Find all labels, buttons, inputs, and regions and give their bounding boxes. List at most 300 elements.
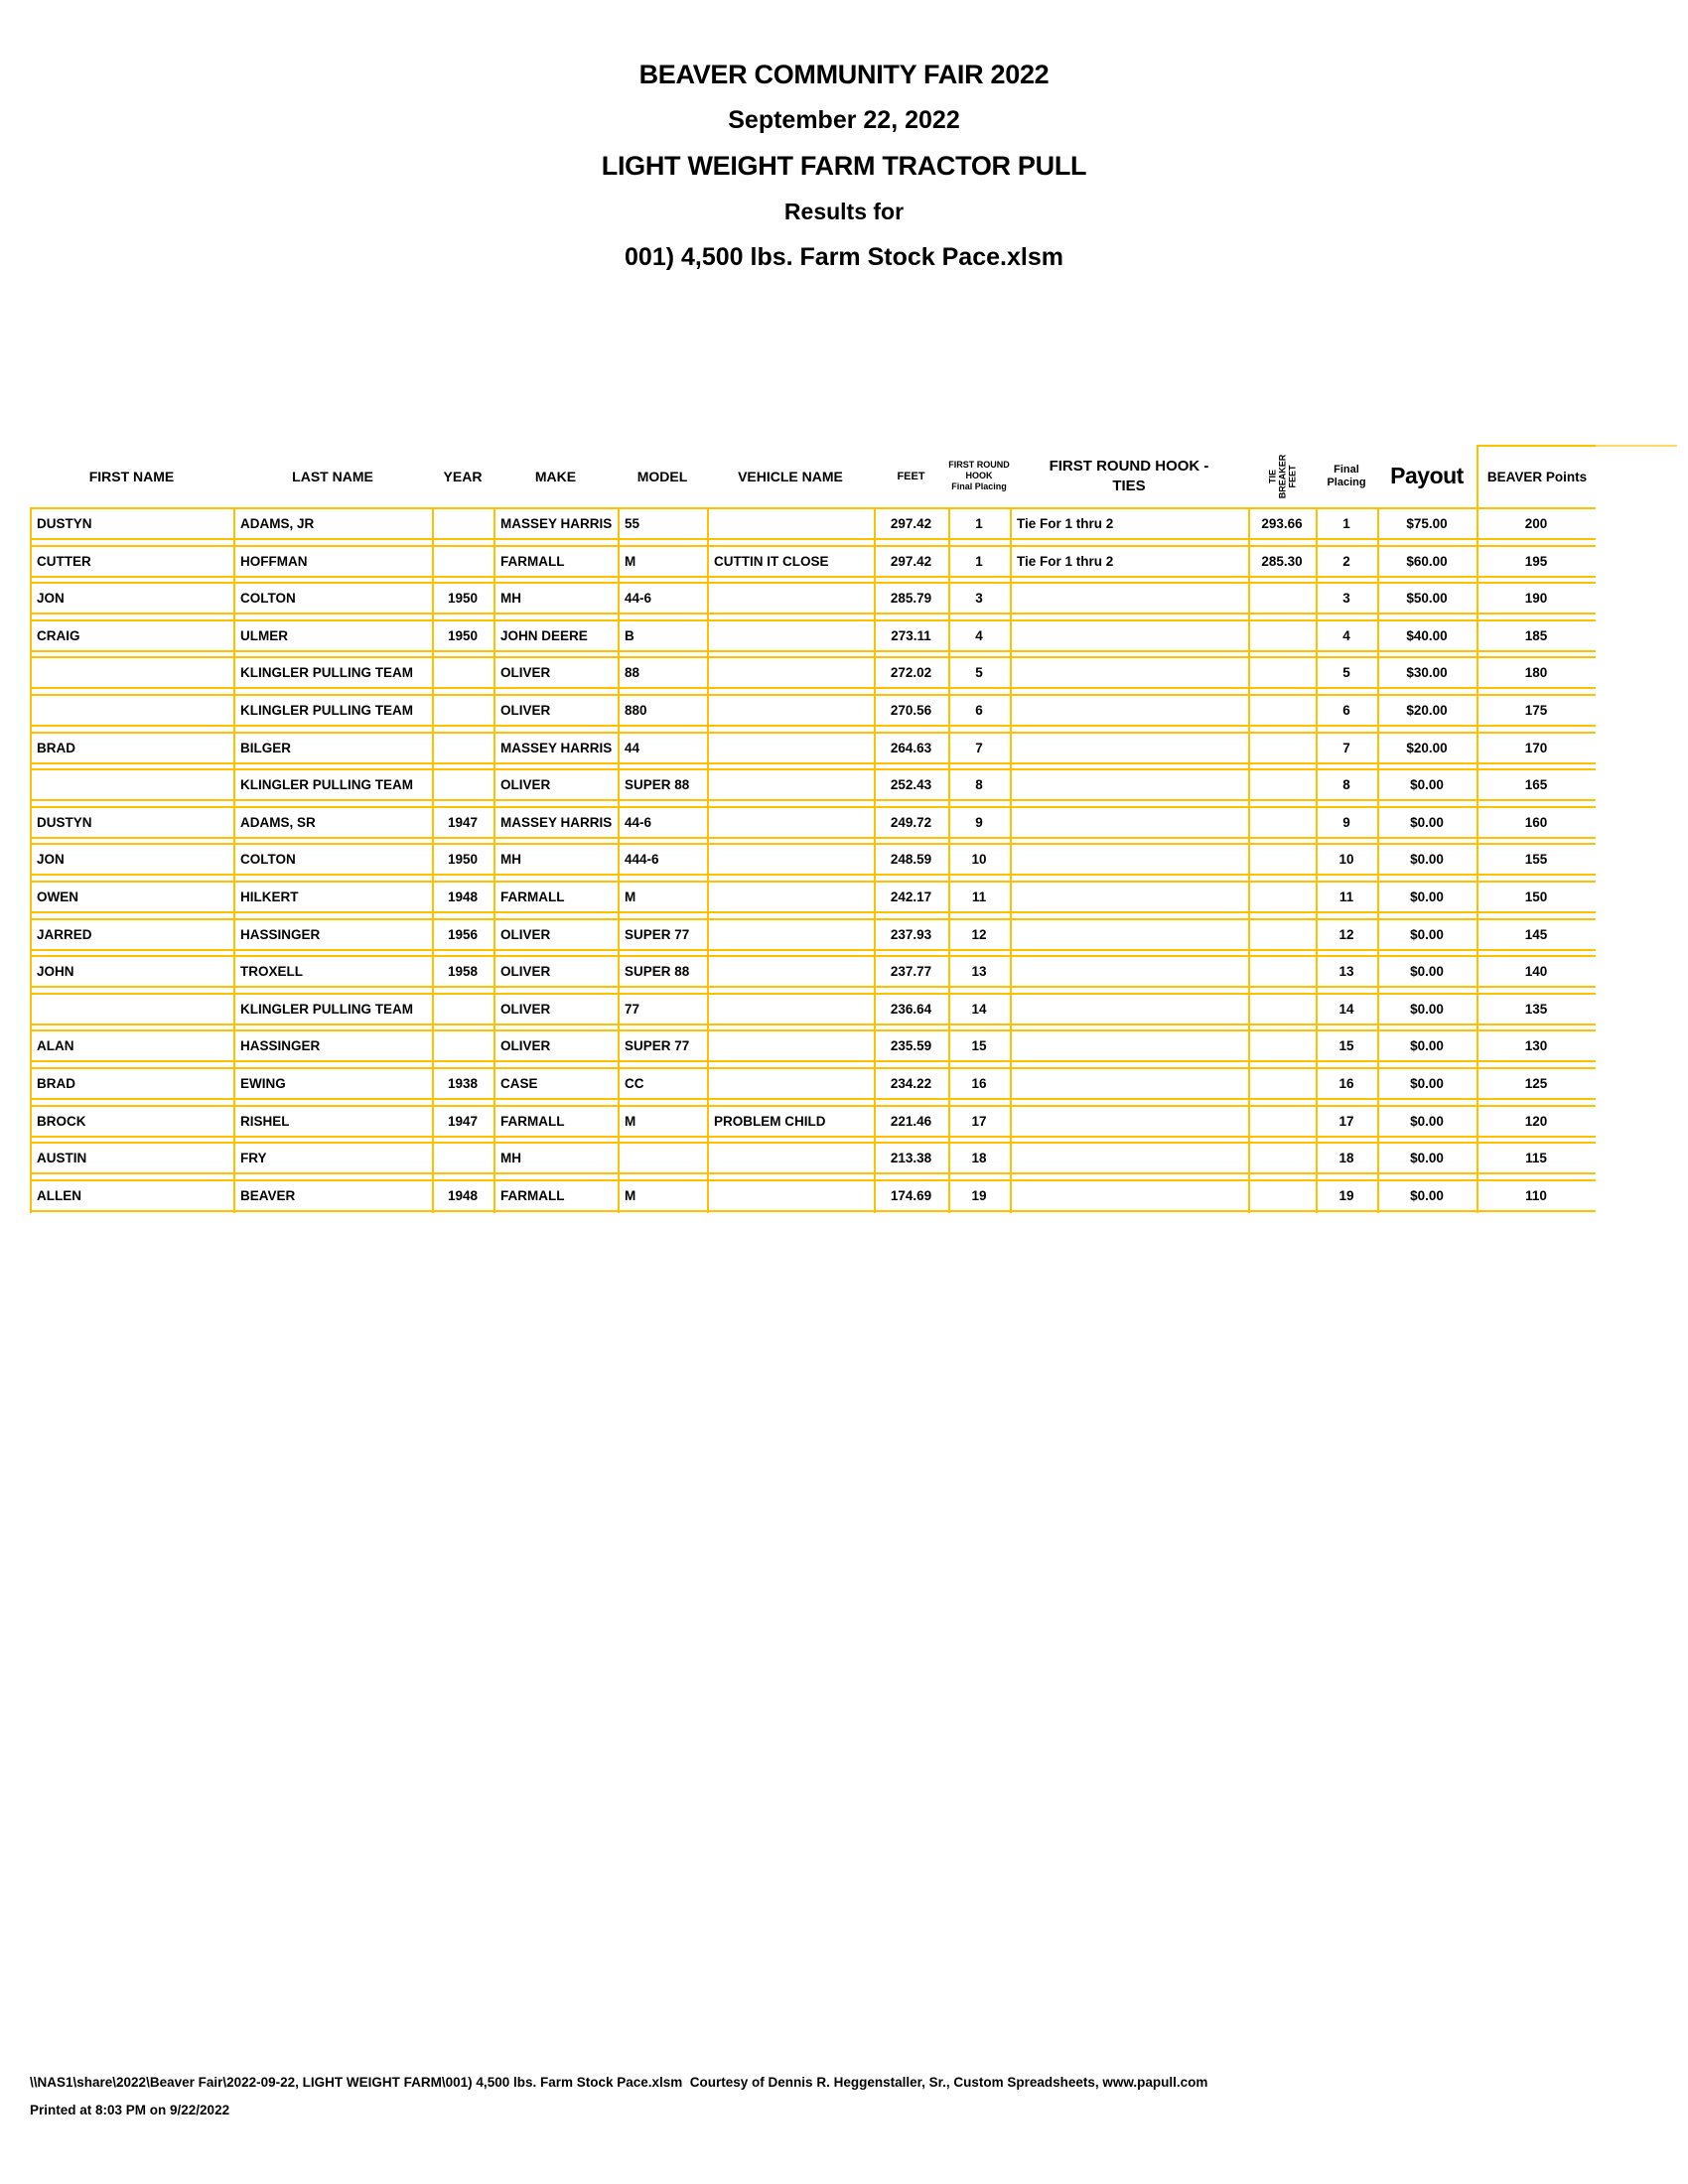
cell-beaver-points: 175 bbox=[1524, 703, 1548, 718]
cell-tie-breaker-feet bbox=[1248, 1181, 1316, 1210]
cell-tie-breaker-feet bbox=[1248, 957, 1316, 986]
cell-tie-breaker-feet bbox=[1248, 734, 1316, 762]
cell-model: CC bbox=[625, 1076, 644, 1091]
cell-frh-placing: 16 bbox=[971, 1076, 987, 1091]
header-first-round-hook-line3: Final Placing bbox=[951, 481, 1007, 491]
cell-frh-ties bbox=[1010, 957, 1248, 986]
cell-final-placing: 9 bbox=[1342, 814, 1350, 830]
cell-beaver-points: 190 bbox=[1524, 591, 1548, 607]
header-ties-line1: FIRST ROUND HOOK - bbox=[1049, 457, 1209, 475]
page-title-date: September 22, 2022 bbox=[728, 106, 960, 134]
cell-feet: 237.93 bbox=[890, 926, 932, 942]
cell-last-name: ADAMS, SR bbox=[240, 814, 316, 830]
cell-make: JOHN DEERE bbox=[500, 627, 588, 643]
cell-year bbox=[432, 509, 493, 538]
cell-vehicle-name bbox=[707, 845, 874, 874]
cell-payout: $75.00 bbox=[1406, 516, 1448, 531]
cell-frh-placing: 7 bbox=[975, 740, 983, 755]
header-first-name-label: FIRST NAME bbox=[88, 468, 175, 484]
cell-feet: 235.59 bbox=[890, 1038, 932, 1054]
table-header-row bbox=[30, 445, 1596, 507]
table-row bbox=[30, 732, 1596, 764]
cell-make: OLIVER bbox=[500, 1038, 551, 1054]
cell-feet: 248.59 bbox=[890, 852, 932, 868]
cell-payout: $20.00 bbox=[1406, 703, 1448, 718]
cell-frh-placing: 3 bbox=[975, 591, 983, 607]
cell-make: CASE bbox=[500, 1076, 538, 1091]
cell-frh-ties bbox=[1010, 584, 1248, 613]
cell-beaver-points: 160 bbox=[1524, 814, 1548, 830]
header-year bbox=[432, 445, 493, 507]
cell-payout: $0.00 bbox=[1410, 777, 1444, 793]
cell-model: 444-6 bbox=[625, 852, 659, 868]
cell-final-placing: 8 bbox=[1342, 777, 1350, 793]
cell-tie-breaker-feet bbox=[1248, 1031, 1316, 1060]
header-model bbox=[618, 445, 707, 507]
cell-make: MASSEY HARRIS bbox=[500, 516, 613, 531]
cell-last-name: ULMER bbox=[240, 627, 288, 643]
cell-frh-placing: 1 bbox=[975, 553, 983, 569]
cell-final-placing: 14 bbox=[1338, 1001, 1354, 1017]
cell-frh-placing: 13 bbox=[971, 964, 987, 980]
table-row bbox=[30, 545, 1596, 578]
cell-make: MH bbox=[500, 591, 521, 607]
cell-tie-breaker-feet bbox=[1248, 770, 1316, 799]
cell-year: 1947 bbox=[447, 814, 479, 830]
cell-final-placing: 5 bbox=[1342, 665, 1350, 681]
cell-frh-ties bbox=[1010, 845, 1248, 874]
cell-final-placing: 1 bbox=[1342, 516, 1350, 531]
cell-model: SUPER 88 bbox=[625, 964, 690, 980]
cell-beaver-points: 170 bbox=[1524, 740, 1548, 755]
cell-feet: 272.02 bbox=[890, 665, 932, 681]
cell-payout: $0.00 bbox=[1410, 889, 1444, 904]
cell-model: B bbox=[625, 627, 634, 643]
header-tie-breaker-line1: TIE bbox=[1266, 469, 1277, 483]
cell-frh-placing: 15 bbox=[971, 1038, 987, 1054]
cell-tie-breaker-feet bbox=[1248, 808, 1316, 837]
cell-first-name: JARRED bbox=[37, 926, 92, 942]
header-beaver-points-label: BEAVER Points bbox=[1486, 470, 1588, 484]
cell-last-name: COLTON bbox=[240, 591, 296, 607]
cell-year bbox=[432, 658, 493, 687]
header-model-label: MODEL bbox=[636, 468, 688, 484]
page-title-event: LIGHT WEIGHT FARM TRACTOR PULL bbox=[601, 151, 1087, 181]
cell-model: 44-6 bbox=[625, 814, 652, 830]
table-row bbox=[30, 768, 1596, 801]
header-first-name bbox=[30, 445, 233, 507]
header-final-placing bbox=[1316, 445, 1377, 507]
cell-frh-placing: 10 bbox=[971, 852, 987, 868]
cell-first-name: ALAN bbox=[37, 1038, 74, 1054]
cell-beaver-points: 185 bbox=[1524, 627, 1548, 643]
cell-frh-placing: 19 bbox=[971, 1187, 987, 1203]
page-footer bbox=[30, 2069, 1207, 2124]
cell-last-name: KLINGLER PULLING TEAM bbox=[240, 703, 413, 718]
cell-feet: 270.56 bbox=[890, 703, 932, 718]
cell-make: MH bbox=[500, 852, 521, 868]
cell-feet: 273.11 bbox=[891, 627, 931, 643]
cell-model: M bbox=[625, 553, 636, 569]
table-row bbox=[30, 1179, 1596, 1212]
header-first-round-hook-ties bbox=[1010, 445, 1248, 507]
cell-first-name: BRAD bbox=[37, 740, 75, 755]
header-year-label: YEAR bbox=[443, 468, 483, 484]
cell-model: M bbox=[625, 889, 636, 904]
header-top-border-extension bbox=[1596, 445, 1677, 447]
cell-payout: $60.00 bbox=[1406, 553, 1448, 569]
cell-tie-breaker-feet bbox=[1248, 883, 1316, 911]
cell-model: M bbox=[625, 1187, 636, 1203]
header-last-name-label: LAST NAME bbox=[292, 468, 373, 484]
cell-model: 44-6 bbox=[625, 591, 652, 607]
table-row bbox=[30, 806, 1596, 839]
cell-vehicle-name bbox=[707, 1181, 874, 1210]
cell-beaver-points: 120 bbox=[1524, 1113, 1548, 1129]
cell-feet: 249.72 bbox=[890, 814, 932, 830]
cell-payout: $20.00 bbox=[1406, 740, 1448, 755]
table-row bbox=[30, 843, 1596, 876]
cell-frh-ties bbox=[1010, 1107, 1248, 1136]
cell-tie-breaker-feet: 285.30 bbox=[1261, 553, 1303, 569]
table-row bbox=[30, 1029, 1596, 1062]
page-title-class-file: 001) 4,500 lbs. Farm Stock Pace.xlsm bbox=[625, 243, 1063, 271]
footer-printed-timestamp: Printed at 8:03 PM on 9/22/2022 bbox=[30, 2103, 230, 2117]
cell-model: 77 bbox=[625, 1001, 640, 1017]
cell-feet: 213.38 bbox=[890, 1151, 932, 1166]
cell-make: OLIVER bbox=[500, 926, 551, 942]
cell-model: 88 bbox=[625, 665, 640, 681]
cell-vehicle-name bbox=[707, 696, 874, 725]
header-first-round-hook-line2: HOOK bbox=[965, 471, 993, 480]
cell-final-placing: 2 bbox=[1342, 553, 1350, 569]
cell-feet: 236.64 bbox=[890, 1001, 932, 1017]
cell-last-name: HASSINGER bbox=[240, 1038, 321, 1054]
cell-payout: $0.00 bbox=[1410, 852, 1444, 868]
cell-feet: 174.69 bbox=[890, 1187, 932, 1203]
cell-payout: $0.00 bbox=[1410, 964, 1444, 980]
table-row bbox=[30, 955, 1596, 988]
cell-payout: $40.00 bbox=[1406, 627, 1448, 643]
cell-beaver-points: 180 bbox=[1524, 665, 1548, 681]
cell-model: 55 bbox=[625, 516, 640, 531]
cell-make: MASSEY HARRIS bbox=[500, 740, 613, 755]
cell-first-name: CUTTER bbox=[37, 553, 91, 569]
cell-first-name: JON bbox=[37, 591, 65, 607]
cell-model: SUPER 77 bbox=[625, 1038, 690, 1054]
cell-last-name: ADAMS, JR bbox=[240, 516, 315, 531]
cell-last-name: HILKERT bbox=[240, 889, 299, 904]
cell-first-name: OWEN bbox=[37, 889, 78, 904]
cell-vehicle-name bbox=[707, 734, 874, 762]
cell-tie-breaker-feet bbox=[1248, 621, 1316, 650]
cell-final-placing: 15 bbox=[1338, 1038, 1354, 1054]
cell-first-name: DUSTYN bbox=[37, 814, 92, 830]
header-beaver-points bbox=[1477, 445, 1596, 507]
cell-frh-ties bbox=[1010, 770, 1248, 799]
cell-beaver-points: 125 bbox=[1524, 1076, 1548, 1091]
cell-make: MH bbox=[500, 1151, 521, 1166]
cell-make: OLIVER bbox=[500, 665, 551, 681]
cell-vehicle-name bbox=[707, 658, 874, 687]
cell-final-placing: 11 bbox=[1338, 889, 1354, 904]
cell-payout: $0.00 bbox=[1410, 1151, 1444, 1166]
header-tie-breaker-line2: BREAKER bbox=[1276, 454, 1287, 498]
cell-frh-placing: 6 bbox=[975, 703, 983, 718]
cell-beaver-points: 155 bbox=[1524, 852, 1548, 868]
cell-final-placing: 4 bbox=[1342, 627, 1350, 643]
cell-first-name: JOHN bbox=[37, 964, 74, 980]
cell-last-name: EWING bbox=[240, 1076, 286, 1091]
cell-frh-ties bbox=[1010, 883, 1248, 911]
cell-payout: $0.00 bbox=[1410, 1038, 1444, 1054]
cell-tie-breaker-feet bbox=[1248, 845, 1316, 874]
cell-year: 1950 bbox=[447, 591, 479, 607]
footer-file-path: \\NAS1\share\2022\Beaver Fair\2022-09-22, LIGHT WEIGHT FARM\001) 4,500 lbs. Farm Stock Pace.xlsm Courtesy of Dennis R. Heggenstaller, Sr., Custom Spreadsheets, www.papull.com bbox=[30, 2075, 1208, 2090]
cell-final-placing: 16 bbox=[1338, 1076, 1354, 1091]
cell-year bbox=[432, 1031, 493, 1060]
cell-model: SUPER 88 bbox=[625, 777, 690, 793]
cell-model: 44 bbox=[625, 740, 640, 755]
cell-model bbox=[618, 1144, 707, 1172]
cell-frh-placing: 18 bbox=[971, 1151, 987, 1166]
cell-first-name: BROCK bbox=[37, 1113, 86, 1129]
cell-year: 1950 bbox=[447, 627, 479, 643]
header-first-round-hook-placing bbox=[948, 445, 1010, 507]
cell-tie-breaker-feet bbox=[1248, 920, 1316, 949]
cell-frh-ties bbox=[1010, 696, 1248, 725]
cell-final-placing: 10 bbox=[1338, 852, 1354, 868]
cell-beaver-points: 200 bbox=[1524, 516, 1548, 531]
table-row bbox=[30, 694, 1596, 727]
cell-frh-placing: 11 bbox=[971, 889, 987, 904]
cell-last-name: HOFFMAN bbox=[240, 553, 308, 569]
cell-frh-ties: Tie For 1 thru 2 bbox=[1017, 553, 1114, 569]
cell-feet: 285.79 bbox=[890, 591, 932, 607]
cell-last-name: TROXELL bbox=[240, 964, 303, 980]
table-row bbox=[30, 918, 1596, 951]
cell-tie-breaker-feet bbox=[1248, 584, 1316, 613]
cell-vehicle-name: CUTTIN IT CLOSE bbox=[714, 553, 829, 569]
cell-payout: $0.00 bbox=[1410, 1187, 1444, 1203]
cell-make: FARMALL bbox=[500, 1113, 565, 1129]
cell-frh-ties: Tie For 1 thru 2 bbox=[1017, 516, 1114, 531]
cell-first-name bbox=[30, 696, 233, 725]
header-tie-breaker-line3: FEET bbox=[1286, 464, 1297, 488]
table-row bbox=[30, 1142, 1596, 1174]
cell-first-name: DUSTYN bbox=[37, 516, 92, 531]
header-vehicle-name-label: VEHICLE NAME bbox=[738, 468, 843, 484]
table-row bbox=[30, 507, 1596, 540]
cell-final-placing: 12 bbox=[1338, 926, 1354, 942]
cell-feet: 242.17 bbox=[890, 889, 932, 904]
header-last-name bbox=[233, 445, 432, 507]
cell-tie-breaker-feet bbox=[1248, 1069, 1316, 1098]
cell-year: 1938 bbox=[447, 1076, 479, 1091]
cell-frh-ties bbox=[1010, 1069, 1248, 1098]
cell-first-name: JON bbox=[37, 852, 65, 868]
cell-vehicle-name bbox=[707, 1144, 874, 1172]
cell-frh-placing: 8 bbox=[975, 777, 983, 793]
cell-frh-placing: 12 bbox=[971, 926, 987, 942]
cell-vehicle-name bbox=[707, 1031, 874, 1060]
cell-frh-placing: 5 bbox=[975, 665, 983, 681]
cell-final-placing: 13 bbox=[1338, 964, 1354, 980]
cell-final-placing: 17 bbox=[1338, 1113, 1354, 1129]
header-final-placing-line2: Placing bbox=[1327, 476, 1366, 488]
cell-last-name: RISHEL bbox=[240, 1113, 290, 1129]
cell-tie-breaker-feet bbox=[1248, 658, 1316, 687]
cell-beaver-points: 115 bbox=[1525, 1151, 1547, 1166]
header-payout-label: Payout bbox=[1390, 463, 1464, 488]
cell-beaver-points: 165 bbox=[1524, 777, 1548, 793]
cell-tie-breaker-feet bbox=[1248, 1107, 1316, 1136]
cell-payout: $0.00 bbox=[1410, 1113, 1444, 1129]
cell-payout: $0.00 bbox=[1410, 814, 1444, 830]
cell-year: 1948 bbox=[447, 889, 479, 904]
cell-feet: 237.77 bbox=[890, 964, 932, 980]
cell-year bbox=[432, 995, 493, 1024]
cell-feet: 297.42 bbox=[890, 516, 932, 531]
cell-frh-placing: 17 bbox=[971, 1113, 987, 1129]
cell-vehicle-name bbox=[707, 584, 874, 613]
cell-frh-ties bbox=[1010, 1144, 1248, 1172]
cell-year bbox=[432, 696, 493, 725]
cell-make: OLIVER bbox=[500, 964, 551, 980]
cell-model: SUPER 77 bbox=[625, 926, 690, 942]
header-final-placing-line1: Final bbox=[1334, 463, 1359, 476]
cell-final-placing: 3 bbox=[1342, 591, 1350, 607]
cell-feet: 252.43 bbox=[890, 777, 932, 793]
table-row bbox=[30, 619, 1596, 652]
cell-tie-breaker-feet: 293.66 bbox=[1261, 516, 1303, 531]
cell-frh-ties bbox=[1010, 658, 1248, 687]
cell-first-name bbox=[30, 770, 233, 799]
cell-year: 1956 bbox=[447, 926, 479, 942]
cell-beaver-points: 110 bbox=[1525, 1187, 1547, 1203]
cell-beaver-points: 145 bbox=[1524, 926, 1548, 942]
cell-frh-ties bbox=[1010, 1181, 1248, 1210]
cell-frh-ties bbox=[1010, 808, 1248, 837]
cell-vehicle-name bbox=[707, 957, 874, 986]
header-tie-breaker-feet bbox=[1248, 445, 1316, 507]
header-tie-breaker-rotated-text bbox=[1267, 454, 1297, 498]
cell-last-name: COLTON bbox=[240, 852, 296, 868]
header-make-label: MAKE bbox=[534, 468, 577, 484]
cell-frh-ties bbox=[1010, 621, 1248, 650]
cell-final-placing: 18 bbox=[1338, 1151, 1354, 1166]
table-body bbox=[30, 507, 1596, 1213]
cell-beaver-points: 140 bbox=[1524, 964, 1548, 980]
cell-vehicle-name bbox=[707, 770, 874, 799]
cell-frh-ties bbox=[1010, 734, 1248, 762]
cell-vehicle-name: PROBLEM CHILD bbox=[714, 1113, 826, 1129]
cell-vehicle-name bbox=[707, 1069, 874, 1098]
cell-feet: 264.63 bbox=[890, 740, 932, 755]
cell-final-placing: 7 bbox=[1342, 740, 1350, 755]
page-title-results-for: Results for bbox=[783, 199, 905, 224]
table-row bbox=[30, 1067, 1596, 1100]
table-row bbox=[30, 582, 1596, 614]
cell-year: 1958 bbox=[447, 964, 479, 980]
cell-frh-placing: 14 bbox=[971, 1001, 987, 1017]
page-title-fair: BEAVER COMMUNITY FAIR 2022 bbox=[638, 60, 1050, 89]
table-row bbox=[30, 993, 1596, 1025]
cell-payout: $0.00 bbox=[1410, 1076, 1444, 1091]
cell-last-name: HASSINGER bbox=[240, 926, 321, 942]
cell-year: 1950 bbox=[447, 852, 479, 868]
cell-frh-placing: 1 bbox=[975, 516, 983, 531]
cell-frh-ties bbox=[1010, 1031, 1248, 1060]
cell-vehicle-name bbox=[707, 509, 874, 538]
cell-first-name: CRAIG bbox=[37, 627, 80, 643]
cell-final-placing: 19 bbox=[1338, 1187, 1354, 1203]
cell-final-placing: 6 bbox=[1342, 703, 1350, 718]
cell-first-name: AUSTIN bbox=[37, 1151, 87, 1166]
cell-last-name: BEAVER bbox=[240, 1187, 296, 1203]
cell-vehicle-name bbox=[707, 995, 874, 1024]
cell-tie-breaker-feet bbox=[1248, 995, 1316, 1024]
cell-model: 880 bbox=[625, 703, 647, 718]
header-vehicle-name bbox=[707, 445, 874, 507]
cell-make: OLIVER bbox=[500, 777, 551, 793]
cell-model: M bbox=[625, 1113, 636, 1129]
header-first-round-hook-line1: FIRST ROUND bbox=[948, 460, 1010, 470]
cell-last-name: FRY bbox=[240, 1151, 267, 1166]
table-row bbox=[30, 881, 1596, 913]
cell-beaver-points: 135 bbox=[1524, 1001, 1548, 1017]
cell-frh-placing: 4 bbox=[975, 627, 983, 643]
cell-year bbox=[432, 770, 493, 799]
cell-beaver-points: 150 bbox=[1524, 889, 1548, 904]
cell-make: OLIVER bbox=[500, 703, 551, 718]
cell-beaver-points: 195 bbox=[1524, 553, 1548, 569]
cell-payout: $50.00 bbox=[1406, 591, 1448, 607]
cell-feet: 221.46 bbox=[890, 1113, 932, 1129]
cell-feet: 234.22 bbox=[890, 1076, 932, 1091]
cell-beaver-points: 130 bbox=[1524, 1038, 1548, 1054]
cell-payout: $0.00 bbox=[1410, 926, 1444, 942]
cell-last-name: KLINGLER PULLING TEAM bbox=[240, 665, 413, 681]
cell-year: 1948 bbox=[447, 1187, 479, 1203]
cell-tie-breaker-feet bbox=[1248, 696, 1316, 725]
cell-feet: 297.42 bbox=[890, 553, 932, 569]
cell-make: FARMALL bbox=[500, 553, 565, 569]
cell-last-name: KLINGLER PULLING TEAM bbox=[240, 777, 413, 793]
header-feet bbox=[874, 445, 948, 507]
cell-make: OLIVER bbox=[500, 1001, 551, 1017]
cell-vehicle-name bbox=[707, 920, 874, 949]
cell-first-name bbox=[30, 995, 233, 1024]
cell-tie-breaker-feet bbox=[1248, 1144, 1316, 1172]
cell-make: MASSEY HARRIS bbox=[500, 814, 613, 830]
cell-make: FARMALL bbox=[500, 889, 565, 904]
cell-frh-ties bbox=[1010, 995, 1248, 1024]
header-ties-line2: TIES bbox=[1112, 477, 1146, 494]
cell-first-name: BRAD bbox=[37, 1076, 75, 1091]
header-feet-label: FEET bbox=[897, 470, 925, 482]
header-make bbox=[493, 445, 618, 507]
cell-frh-ties bbox=[1010, 920, 1248, 949]
cell-payout: $30.00 bbox=[1406, 665, 1448, 681]
header-payout bbox=[1377, 445, 1477, 507]
table-row bbox=[30, 656, 1596, 689]
cell-last-name: BILGER bbox=[240, 740, 292, 755]
cell-first-name: ALLEN bbox=[37, 1187, 81, 1203]
cell-year bbox=[432, 1144, 493, 1172]
cell-year: 1947 bbox=[447, 1113, 479, 1129]
cell-last-name: KLINGLER PULLING TEAM bbox=[240, 1001, 413, 1017]
